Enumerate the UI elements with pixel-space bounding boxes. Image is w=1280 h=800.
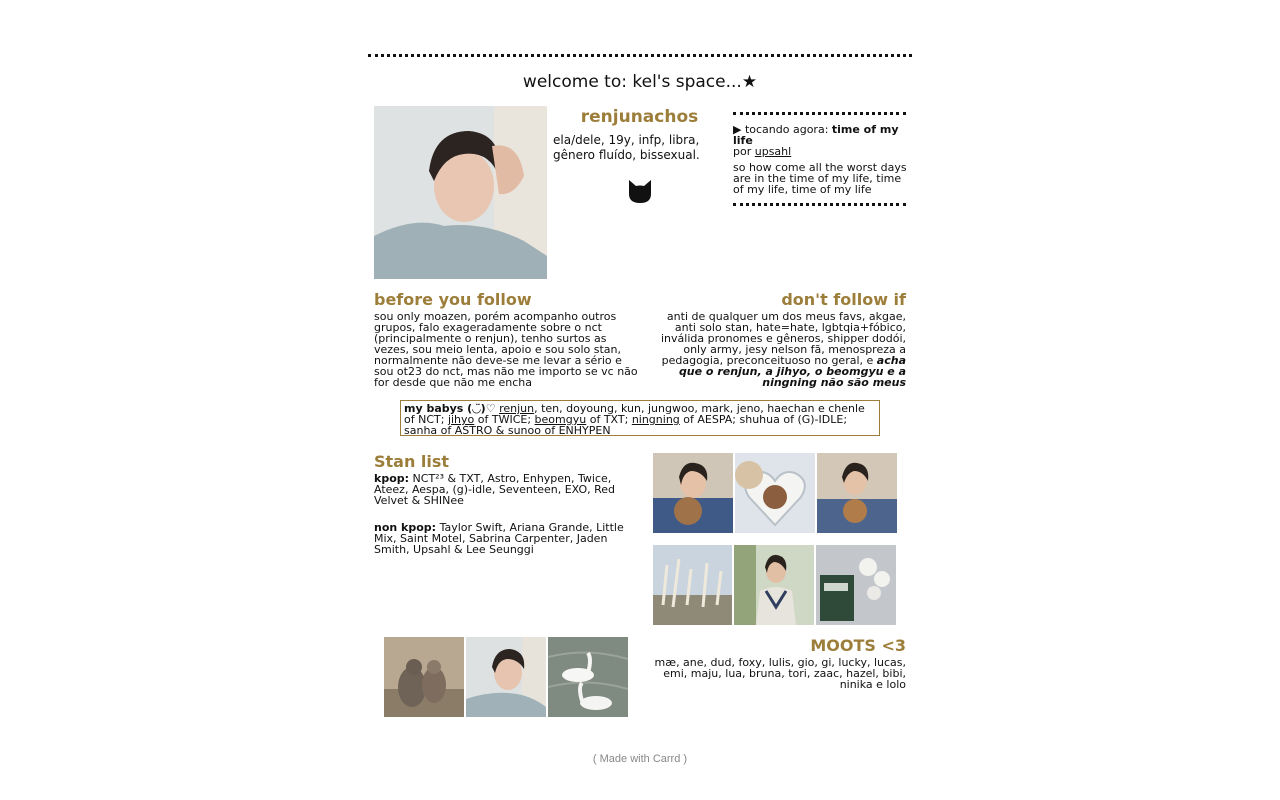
- song-lyrics: so how come all the worst days are in the time of my life, time of my life, time of my life: [733, 161, 907, 196]
- bio-line-2: gênero fluído, bissexual.: [553, 148, 700, 162]
- gallery-photo-7: [384, 637, 464, 717]
- nonkpop-text: Taylor Swift, Ariana Grande, Little Mix, Saint Motel, Sabrina Carpenter, Jaden Smith, Upsahl & Lee Seunggi: [374, 521, 624, 556]
- gallery-photo-1: [653, 453, 733, 533]
- before-follow-title: before you follow: [374, 290, 532, 309]
- gallery-photo-9: [548, 637, 628, 717]
- gallery-photo-5: [734, 545, 814, 625]
- profile-bio: [553, 133, 733, 163]
- stan-list-nonkpop: [374, 522, 634, 555]
- babys-text-1: , ten, doyoung, kun, jungwoo, mark, jeno, haechan e chenle of NCT;: [404, 402, 865, 426]
- now-playing: [733, 124, 909, 157]
- dont-follow-emphasis: acha que o renjun, a jihyo, o beomgyu e a ningning não são meus: [678, 354, 906, 389]
- now-playing-label: tocando agora:: [744, 123, 829, 136]
- dont-follow-list: anti de qualquer um dos meus favs, akgae, anti solo stan, hate=hate, lgbtqia+fóbico, inválida pronomes e gêneros, shipper dodói, only army, jesy nelson fã, menospreza a pedagogia, preconceituoso no geral, e: [661, 310, 906, 367]
- gallery-photo-6: [816, 545, 896, 625]
- song-title: time of my life: [733, 123, 899, 147]
- moots-title: MOOTS <3: [810, 636, 906, 655]
- babys-text-3: of TXT;: [586, 413, 629, 426]
- babys-box: [400, 400, 880, 436]
- bias-link-ningning[interactable]: ningning: [631, 413, 680, 426]
- profile-name: renjunachos: [580, 107, 699, 127]
- babys-text-2: of TWICE;: [474, 413, 532, 426]
- player-bottom-divider: [733, 203, 906, 206]
- bio-line-1: ela/dele, 19y, infp, libra,: [553, 133, 700, 147]
- moots-text: mæ, ane, dud, foxy, lulis, gio, gi, lucky, lucas, emi, maju, lua, bruna, tori, zaac, hazel, bibi, ninika e lolo: [654, 656, 906, 691]
- kpop-text: NCT²³ & TXT, Astro, Enhypen, Twice, Ateez, Aespa, (g)-idle, Seventeen, EXO, Red Velvet & SHINee: [374, 472, 616, 507]
- stan-list-kpop: [374, 473, 630, 506]
- gallery-photo-3: [817, 453, 897, 533]
- dont-follow-title: don't follow if: [781, 290, 906, 309]
- made-with-carrd-link[interactable]: ( Made with Carrd ): [592, 753, 688, 765]
- artist-link[interactable]: upsahl: [754, 145, 792, 158]
- nonkpop-label: non kpop:: [374, 521, 437, 534]
- gallery-photo-8: [466, 637, 546, 717]
- kpop-label: kpop:: [374, 472, 410, 485]
- profile-photo: [374, 106, 547, 279]
- welcome-title: welcome to: kel's space...★: [522, 72, 758, 92]
- bias-link-beomgyu[interactable]: beomgyu: [534, 413, 587, 426]
- bias-link-renjun[interactable]: renjun: [499, 402, 535, 415]
- gallery-photo-4: [653, 545, 732, 625]
- player-top-divider: [733, 112, 906, 115]
- stan-list-title: Stan list: [374, 452, 450, 471]
- dont-follow-text: [646, 311, 906, 388]
- gallery-photo-2: [735, 453, 815, 533]
- cat-head-icon: [627, 178, 653, 204]
- before-follow-text: sou only moazen, porém acompanho outros grupos, falo exageradamente sobre o nct (principalmente o renjun), tenho surtos as vezes, sou meio lenta, apoio e sou solo stan, normalmente não deve-se me levar a sério e sou ot23 do nct, mas não me importo se vc não for desde que não me encha: [374, 310, 638, 389]
- play-icon: ▶: [733, 123, 742, 136]
- babys-text-4: of AESPA; shuhua of (G)-IDLE; sanha of ASTRO & sunoo of ENHYPEN: [404, 413, 848, 437]
- bias-link-jihyo[interactable]: jihyo: [447, 413, 475, 426]
- babys-label: my babys (◡̈)♡: [404, 402, 496, 415]
- by-label: por: [733, 145, 752, 158]
- top-divider: [368, 54, 912, 57]
